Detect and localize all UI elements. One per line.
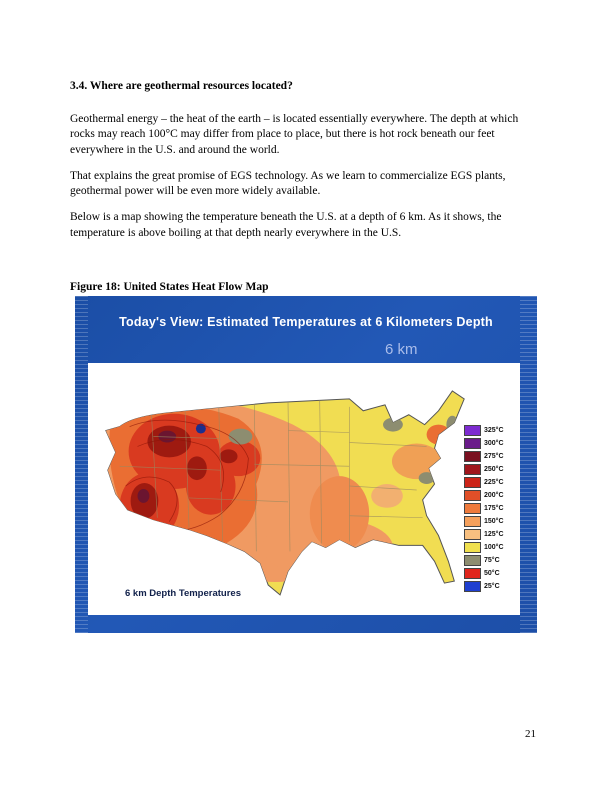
legend-item (464, 529, 516, 539)
legend-label: 125°C (484, 530, 504, 538)
legend-label: 50°C (484, 569, 500, 577)
legend-label: 275°C (484, 452, 504, 460)
legend-label: 150°C (484, 517, 504, 525)
legend-swatch (464, 503, 481, 514)
temperature-legend (464, 425, 516, 594)
legend-swatch (464, 477, 481, 488)
legend-swatch (464, 451, 481, 462)
legend-label: 100°C (484, 543, 504, 551)
legend-label: 200°C (484, 491, 504, 499)
legend-swatch (464, 438, 481, 449)
legend-swatch (464, 581, 481, 592)
legend-swatch (464, 529, 481, 540)
text-column (70, 80, 543, 297)
us-heat-map (90, 367, 486, 611)
legend-swatch (464, 425, 481, 436)
legend-swatch (464, 568, 481, 579)
legend-item (464, 451, 516, 461)
legend-item (464, 542, 516, 552)
legend-item (464, 555, 516, 565)
legend-item (464, 464, 516, 474)
legend-swatch (464, 464, 481, 475)
map-panel (88, 363, 520, 615)
heat-flow-figure (75, 296, 537, 633)
figure-title: Today's View: Estimated Temperatures at 6 Kilometers Depth (119, 315, 493, 329)
legend-label: 25°C (484, 582, 500, 590)
figure-right-stripe-texture (520, 296, 537, 633)
page-number: 21 (525, 728, 536, 740)
legend-swatch (464, 516, 481, 527)
legend-swatch (464, 542, 481, 553)
legend-swatch (464, 490, 481, 501)
legend-label: 225°C (484, 478, 504, 486)
legend-label: 250°C (484, 465, 504, 473)
map-inner-label: 6 km Depth Temperatures (125, 588, 241, 599)
legend-item (464, 581, 516, 591)
legend-label: 75°C (484, 556, 500, 564)
legend-item (464, 477, 516, 487)
legend-label: 325°C (484, 426, 504, 434)
legend-item (464, 568, 516, 578)
legend-swatch (464, 555, 481, 566)
depth-label: 6 km (385, 341, 418, 358)
section-heading: 3.4. Where are geothermal resources located? (70, 80, 293, 92)
legend-item (464, 490, 516, 500)
legend-item (464, 516, 516, 526)
legend-item (464, 425, 516, 435)
paragraph-1: Geothermal energy – the heat of the earth – is located essentially everywhere. The depth at which rocks may reach 100°C may differ from place to place, but there is hot rock beneath our feet everywhere in the U.S. and around the world. (70, 113, 519, 156)
figure-caption: Figure 18: United States Heat Flow Map (70, 280, 269, 293)
legend-label: 300°C (484, 439, 504, 447)
legend-item (464, 438, 516, 448)
legend-item (464, 503, 516, 513)
figure-left-stripe-texture (75, 296, 88, 633)
legend-label: 175°C (484, 504, 504, 512)
paragraph-3: Below is a map showing the temperature beneath the U.S. at a depth of 6 km. As it shows, the temperature is above boiling at that depth nearly everywhere in the U.S. (70, 211, 502, 239)
paragraph-2: That explains the great promise of EGS technology. As we learn to commercialize EGS plants, geothermal power will be even more widely available. (70, 169, 506, 198)
